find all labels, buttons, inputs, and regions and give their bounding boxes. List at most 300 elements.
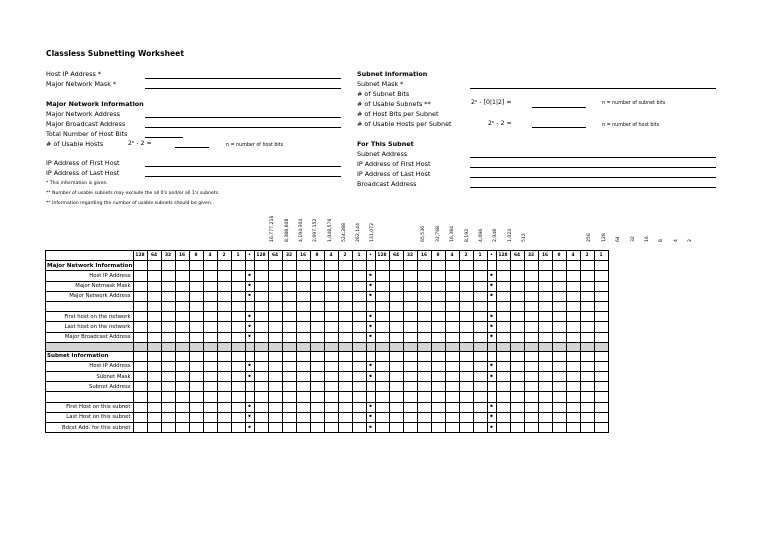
bit-cell[interactable] — [431, 322, 445, 332]
bit-cell[interactable] — [403, 332, 417, 342]
bit-cell[interactable] — [580, 332, 594, 342]
bit-cell[interactable] — [496, 322, 510, 332]
bit-cell[interactable] — [310, 351, 324, 361]
bit-cell[interactable] — [296, 392, 310, 402]
subnet-first-ip-field[interactable] — [470, 167, 716, 168]
bit-cell[interactable] — [552, 412, 566, 422]
bit-cell[interactable] — [175, 412, 189, 422]
bit-cell[interactable] — [389, 281, 403, 291]
bit-cell[interactable] — [338, 392, 352, 402]
bit-cell[interactable] — [431, 291, 445, 301]
bit-cell[interactable] — [268, 312, 282, 322]
bit-cell[interactable] — [538, 301, 552, 311]
bit-cell[interactable] — [375, 301, 389, 311]
bit-cell[interactable] — [175, 392, 189, 402]
bit-cell[interactable] — [417, 301, 431, 311]
bit-cell[interactable] — [338, 271, 352, 281]
bit-cell[interactable] — [161, 281, 175, 291]
bit-cell[interactable] — [282, 291, 296, 301]
bit-cell[interactable] — [552, 361, 566, 371]
bit-cell[interactable] — [459, 372, 473, 382]
bit-cell[interactable] — [417, 372, 431, 382]
usable-hosts-field[interactable] — [175, 147, 209, 148]
bit-cell[interactable] — [510, 412, 524, 422]
bit-cell[interactable] — [496, 301, 510, 311]
bit-cell[interactable] — [580, 261, 594, 271]
bit-cell[interactable] — [473, 361, 487, 371]
bit-cell[interactable] — [496, 312, 510, 322]
bit-cell[interactable] — [352, 332, 366, 342]
bit-cell[interactable] — [431, 412, 445, 422]
bit-cell[interactable] — [189, 291, 203, 301]
bit-cell[interactable] — [459, 412, 473, 422]
bit-cell[interactable] — [538, 392, 552, 402]
bit-cell[interactable] — [473, 412, 487, 422]
bit-cell[interactable] — [133, 402, 147, 412]
bit-cell[interactable] — [189, 301, 203, 311]
bit-cell[interactable] — [417, 412, 431, 422]
bit-cell[interactable] — [487, 351, 496, 361]
bit-cell[interactable] — [524, 261, 538, 271]
bit-cell[interactable] — [496, 281, 510, 291]
bit-cell[interactable] — [310, 423, 324, 433]
bit-cell[interactable] — [133, 291, 147, 301]
major-mask-field[interactable] — [145, 88, 341, 89]
bit-cell[interactable] — [310, 312, 324, 322]
bit-cell[interactable] — [338, 412, 352, 422]
bit-cell[interactable] — [324, 312, 338, 322]
bit-cell[interactable] — [282, 361, 296, 371]
bit-cell[interactable] — [231, 291, 245, 301]
bit-cell[interactable] — [254, 372, 268, 382]
bit-cell[interactable] — [175, 332, 189, 342]
bit-cell[interactable] — [352, 351, 366, 361]
bit-cell[interactable] — [375, 412, 389, 422]
bit-cell[interactable] — [524, 271, 538, 281]
bit-cell[interactable] — [594, 261, 608, 271]
bit-cell[interactable] — [496, 351, 510, 361]
bit-cell[interactable] — [352, 412, 366, 422]
bit-cell[interactable] — [147, 361, 161, 371]
bit-cell[interactable] — [445, 281, 459, 291]
bit-cell[interactable] — [203, 361, 217, 371]
bit-cell[interactable] — [473, 332, 487, 342]
bit-cell[interactable] — [431, 402, 445, 412]
bit-cell[interactable] — [431, 312, 445, 322]
bit-cell[interactable] — [310, 372, 324, 382]
bit-cell[interactable] — [445, 412, 459, 422]
bit-cell[interactable] — [566, 312, 580, 322]
bit-cell[interactable] — [189, 412, 203, 422]
bit-cell[interactable] — [538, 351, 552, 361]
subnet-address-field[interactable] — [470, 157, 716, 158]
bit-cell[interactable] — [338, 372, 352, 382]
bit-cell[interactable] — [445, 372, 459, 382]
bit-cell[interactable] — [217, 261, 231, 271]
bit-cell[interactable] — [431, 271, 445, 281]
bit-cell[interactable] — [217, 382, 231, 392]
bit-cell[interactable] — [217, 372, 231, 382]
bit-cell[interactable] — [282, 423, 296, 433]
bit-cell[interactable] — [431, 361, 445, 371]
bit-cell[interactable] — [524, 312, 538, 322]
bit-cell[interactable] — [147, 351, 161, 361]
bit-cell[interactable] — [524, 281, 538, 291]
bit-cell[interactable] — [403, 392, 417, 402]
bit-cell[interactable] — [203, 402, 217, 412]
bit-cell[interactable] — [552, 392, 566, 402]
bit-cell[interactable] — [231, 332, 245, 342]
bit-cell[interactable] — [389, 423, 403, 433]
bit-cell[interactable] — [496, 291, 510, 301]
bit-cell[interactable] — [254, 351, 268, 361]
bit-cell[interactable] — [496, 361, 510, 371]
bit-cell[interactable] — [487, 301, 496, 311]
bit-cell[interactable] — [552, 402, 566, 412]
bit-cell[interactable] — [417, 312, 431, 322]
bit-cell[interactable] — [245, 392, 254, 402]
bit-cell[interactable] — [496, 261, 510, 271]
bit-cell[interactable] — [254, 261, 268, 271]
bit-cell[interactable] — [417, 402, 431, 412]
bit-cell[interactable] — [473, 351, 487, 361]
bit-cell[interactable] — [203, 382, 217, 392]
bit-cell[interactable] — [538, 271, 552, 281]
bit-cell[interactable] — [538, 322, 552, 332]
bit-cell[interactable] — [231, 402, 245, 412]
bit-cell[interactable] — [147, 271, 161, 281]
bit-cell[interactable] — [324, 351, 338, 361]
bit-cell[interactable] — [473, 423, 487, 433]
bit-cell[interactable] — [552, 271, 566, 281]
bit-cell[interactable] — [417, 291, 431, 301]
bit-cell[interactable] — [566, 402, 580, 412]
bit-cell[interactable] — [566, 322, 580, 332]
bit-cell[interactable] — [338, 332, 352, 342]
bit-cell[interactable] — [189, 322, 203, 332]
bit-cell[interactable] — [366, 351, 375, 361]
bit-cell[interactable] — [254, 412, 268, 422]
bit-cell[interactable] — [566, 412, 580, 422]
bit-cell[interactable] — [594, 332, 608, 342]
bit-cell[interactable] — [431, 281, 445, 291]
bit-cell[interactable] — [282, 281, 296, 291]
bit-cell[interactable] — [217, 392, 231, 402]
bit-cell[interactable] — [431, 332, 445, 342]
bit-cell[interactable] — [352, 361, 366, 371]
bit-cell[interactable] — [487, 261, 496, 271]
bit-cell[interactable] — [580, 382, 594, 392]
bit-cell[interactable] — [352, 271, 366, 281]
major-network-address-field[interactable] — [145, 117, 341, 118]
bit-cell[interactable] — [268, 322, 282, 332]
bit-cell[interactable] — [524, 392, 538, 402]
bit-cell[interactable] — [133, 382, 147, 392]
bit-cell[interactable] — [580, 312, 594, 322]
bit-cell[interactable] — [524, 351, 538, 361]
bit-cell[interactable] — [175, 372, 189, 382]
bit-cell[interactable] — [524, 402, 538, 412]
bit-cell[interactable] — [133, 351, 147, 361]
bit-cell[interactable] — [524, 382, 538, 392]
bit-cell[interactable] — [417, 423, 431, 433]
bit-cell[interactable] — [189, 312, 203, 322]
bit-cell[interactable] — [161, 392, 175, 402]
bit-cell[interactable] — [510, 392, 524, 402]
bit-cell[interactable] — [175, 271, 189, 281]
bit-cell[interactable] — [403, 301, 417, 311]
bit-cell[interactable] — [538, 261, 552, 271]
bit-cell[interactable] — [133, 332, 147, 342]
bit-cell[interactable] — [268, 392, 282, 402]
bit-cell[interactable] — [510, 351, 524, 361]
bit-cell[interactable] — [487, 382, 496, 392]
bit-cell[interactable] — [510, 423, 524, 433]
bit-cell[interactable] — [524, 332, 538, 342]
bit-cell[interactable] — [445, 322, 459, 332]
bit-cell[interactable] — [310, 322, 324, 332]
bit-cell[interactable] — [338, 423, 352, 433]
bit-cell[interactable] — [366, 382, 375, 392]
bit-cell[interactable] — [161, 301, 175, 311]
bit-cell[interactable] — [161, 361, 175, 371]
bit-cell[interactable] — [445, 423, 459, 433]
bit-cell[interactable] — [324, 291, 338, 301]
bit-cell[interactable] — [254, 271, 268, 281]
bit-cell[interactable] — [217, 332, 231, 342]
bit-cell[interactable] — [254, 382, 268, 392]
bit-cell[interactable] — [459, 382, 473, 392]
bit-cell[interactable] — [594, 291, 608, 301]
bit-cell[interactable] — [459, 332, 473, 342]
bit-cell[interactable] — [203, 312, 217, 322]
bit-cell[interactable] — [594, 423, 608, 433]
bit-cell[interactable] — [175, 382, 189, 392]
bit-cell[interactable] — [552, 322, 566, 332]
bit-cell[interactable] — [217, 322, 231, 332]
bit-cell[interactable] — [147, 322, 161, 332]
bit-cell[interactable] — [459, 312, 473, 322]
bit-cell[interactable] — [459, 291, 473, 301]
bit-cell[interactable] — [338, 382, 352, 392]
bit-cell[interactable] — [524, 372, 538, 382]
bit-cell[interactable] — [310, 271, 324, 281]
host-ip-field[interactable] — [145, 78, 341, 79]
bit-cell[interactable] — [566, 351, 580, 361]
bit-cell[interactable] — [496, 382, 510, 392]
bit-cell[interactable] — [133, 261, 147, 271]
bit-cell[interactable] — [445, 382, 459, 392]
bit-cell[interactable] — [324, 392, 338, 402]
bit-cell[interactable] — [189, 351, 203, 361]
bit-cell[interactable] — [403, 312, 417, 322]
bit-cell[interactable] — [324, 261, 338, 271]
bit-cell[interactable] — [445, 301, 459, 311]
bit-cell[interactable] — [510, 281, 524, 291]
bit-cell[interactable] — [217, 351, 231, 361]
bit-cell[interactable] — [310, 291, 324, 301]
bit-cell[interactable] — [445, 402, 459, 412]
bit-cell[interactable] — [217, 361, 231, 371]
bit-cell[interactable] — [296, 372, 310, 382]
bit-cell[interactable] — [161, 423, 175, 433]
bit-cell[interactable] — [431, 423, 445, 433]
bit-cell[interactable] — [324, 281, 338, 291]
bit-cell[interactable] — [403, 423, 417, 433]
bit-cell[interactable] — [552, 332, 566, 342]
bit-cell[interactable] — [175, 301, 189, 311]
bit-cell[interactable] — [580, 361, 594, 371]
bit-cell[interactable] — [245, 382, 254, 392]
bit-cell[interactable] — [282, 322, 296, 332]
bit-cell[interactable] — [324, 382, 338, 392]
bit-cell[interactable] — [524, 412, 538, 422]
bit-cell[interactable] — [203, 392, 217, 402]
bit-cell[interactable] — [473, 261, 487, 271]
bit-cell[interactable] — [268, 402, 282, 412]
last-host-ip-field[interactable] — [145, 176, 341, 177]
bit-cell[interactable] — [580, 423, 594, 433]
bit-cell[interactable] — [445, 261, 459, 271]
bit-cell[interactable] — [175, 402, 189, 412]
bit-cell[interactable] — [552, 301, 566, 311]
bit-cell[interactable] — [231, 412, 245, 422]
bit-cell[interactable] — [352, 261, 366, 271]
bit-cell[interactable] — [510, 312, 524, 322]
bit-cell[interactable] — [217, 412, 231, 422]
bit-cell[interactable] — [459, 423, 473, 433]
bit-cell[interactable] — [496, 412, 510, 422]
bit-cell[interactable] — [254, 322, 268, 332]
bit-cell[interactable] — [459, 402, 473, 412]
bit-cell[interactable] — [268, 271, 282, 281]
bit-cell[interactable] — [189, 423, 203, 433]
bit-cell[interactable] — [566, 332, 580, 342]
bit-cell[interactable] — [296, 412, 310, 422]
bit-cell[interactable] — [473, 271, 487, 281]
bit-cell[interactable] — [161, 372, 175, 382]
bit-cell[interactable] — [352, 423, 366, 433]
bit-cell[interactable] — [282, 351, 296, 361]
bit-cell[interactable] — [296, 322, 310, 332]
bit-cell[interactable] — [161, 312, 175, 322]
bit-cell[interactable] — [552, 382, 566, 392]
bit-cell[interactable] — [594, 271, 608, 281]
bit-cell[interactable] — [161, 382, 175, 392]
bit-cell[interactable] — [580, 351, 594, 361]
bit-cell[interactable] — [231, 281, 245, 291]
bit-cell[interactable] — [375, 382, 389, 392]
bit-cell[interactable] — [403, 261, 417, 271]
bit-cell[interactable] — [231, 261, 245, 271]
bit-cell[interactable] — [459, 301, 473, 311]
bit-cell[interactable] — [147, 301, 161, 311]
bit-cell[interactable] — [296, 281, 310, 291]
bit-cell[interactable] — [496, 423, 510, 433]
bit-cell[interactable] — [268, 351, 282, 361]
bit-cell[interactable] — [296, 402, 310, 412]
bit-cell[interactable] — [268, 301, 282, 311]
bit-cell[interactable] — [366, 261, 375, 271]
bit-cell[interactable] — [189, 271, 203, 281]
bit-cell[interactable] — [580, 392, 594, 402]
bit-cell[interactable] — [594, 402, 608, 412]
bit-cell[interactable] — [217, 402, 231, 412]
bit-cell[interactable] — [147, 392, 161, 402]
bit-cell[interactable] — [254, 332, 268, 342]
bit-cell[interactable] — [552, 291, 566, 301]
bit-cell[interactable] — [352, 382, 366, 392]
bit-cell[interactable] — [580, 402, 594, 412]
subnet-mask-field[interactable] — [470, 88, 716, 89]
bit-cell[interactable] — [445, 351, 459, 361]
bit-cell[interactable] — [510, 261, 524, 271]
bit-cell[interactable] — [445, 392, 459, 402]
bit-cell[interactable] — [254, 291, 268, 301]
bit-cell[interactable] — [254, 392, 268, 402]
bit-cell[interactable] — [510, 291, 524, 301]
subnet-last-ip-field[interactable] — [470, 177, 716, 178]
bit-cell[interactable] — [296, 332, 310, 342]
bit-cell[interactable] — [133, 392, 147, 402]
bit-cell[interactable] — [375, 392, 389, 402]
bit-cell[interactable] — [324, 423, 338, 433]
bit-cell[interactable] — [282, 412, 296, 422]
bit-cell[interactable] — [231, 351, 245, 361]
bit-cell[interactable] — [296, 312, 310, 322]
bit-cell[interactable] — [417, 281, 431, 291]
bit-cell[interactable] — [338, 402, 352, 412]
bit-cell[interactable] — [161, 261, 175, 271]
bit-cell[interactable] — [189, 361, 203, 371]
bit-cell[interactable] — [352, 281, 366, 291]
bit-cell[interactable] — [459, 392, 473, 402]
bit-cell[interactable] — [417, 261, 431, 271]
bit-cell[interactable] — [403, 281, 417, 291]
bit-cell[interactable] — [375, 291, 389, 301]
bit-cell[interactable] — [338, 291, 352, 301]
bit-cell[interactable] — [375, 351, 389, 361]
bit-cell[interactable] — [403, 351, 417, 361]
bit-cell[interactable] — [231, 322, 245, 332]
bit-cell[interactable] — [231, 312, 245, 322]
bit-cell[interactable] — [389, 271, 403, 281]
bit-cell[interactable] — [566, 392, 580, 402]
bit-cell[interactable] — [552, 372, 566, 382]
bit-cell[interactable] — [203, 281, 217, 291]
bit-cell[interactable] — [580, 281, 594, 291]
bit-cell[interactable] — [403, 361, 417, 371]
bit-cell[interactable] — [389, 372, 403, 382]
bit-cell[interactable] — [133, 322, 147, 332]
bit-cell[interactable] — [524, 291, 538, 301]
bit-cell[interactable] — [133, 271, 147, 281]
bit-cell[interactable] — [175, 423, 189, 433]
bit-cell[interactable] — [538, 332, 552, 342]
bit-cell[interactable] — [175, 361, 189, 371]
bit-cell[interactable] — [245, 301, 254, 311]
bit-cell[interactable] — [231, 392, 245, 402]
bit-cell[interactable] — [268, 291, 282, 301]
bit-cell[interactable] — [282, 332, 296, 342]
bit-cell[interactable] — [524, 423, 538, 433]
bit-cell[interactable] — [431, 301, 445, 311]
bit-cell[interactable] — [538, 361, 552, 371]
bit-cell[interactable] — [352, 301, 366, 311]
bit-cell[interactable] — [217, 301, 231, 311]
bit-cell[interactable] — [231, 372, 245, 382]
bit-cell[interactable] — [431, 392, 445, 402]
